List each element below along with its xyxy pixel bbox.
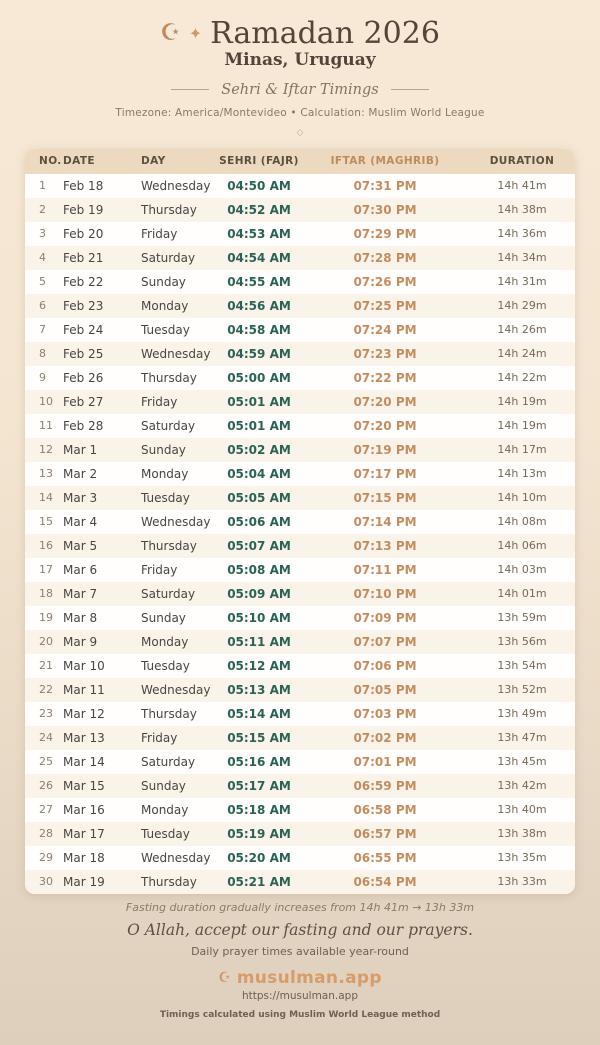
- cell-date: Mar 19: [63, 874, 105, 889]
- cell-duration: 13h 45m: [497, 755, 547, 768]
- cell-weekday: Wednesday: [141, 514, 211, 529]
- cell-sehri-time: 05:01 AM: [227, 418, 291, 433]
- table-row: [25, 654, 575, 678]
- column-header-duration: DURATION: [469, 149, 575, 174]
- table-row: [25, 198, 575, 222]
- cell-weekday: Tuesday: [141, 322, 190, 337]
- cell-day-number: 18: [39, 587, 53, 600]
- availability-note: Daily prayer times available year-round: [191, 944, 409, 958]
- table-row: [25, 222, 575, 246]
- table-row: [25, 270, 575, 294]
- cell-day-number: 30: [39, 875, 53, 888]
- cell-sehri-time: 04:50 AM: [227, 178, 291, 193]
- cell-date: Feb 23: [63, 298, 104, 313]
- table-row: [25, 750, 575, 774]
- cell-day-number: 19: [39, 611, 53, 624]
- table-row: [25, 342, 575, 366]
- cell-iftar-time: 07:01 PM: [353, 754, 417, 769]
- cell-duration: 14h 29m: [497, 299, 547, 312]
- cell-iftar-time: 07:17 PM: [353, 466, 417, 481]
- cell-date: Feb 19: [63, 202, 104, 217]
- cell-sehri-time: 05:13 AM: [227, 682, 291, 697]
- cell-weekday: Wednesday: [141, 682, 211, 697]
- cell-duration: 13h 49m: [497, 707, 547, 720]
- cell-iftar-time: 07:20 PM: [353, 394, 417, 409]
- cell-day-number: 26: [39, 779, 53, 792]
- cell-day-number: 4: [39, 251, 46, 264]
- cell-duration: 13h 54m: [497, 659, 547, 672]
- cell-sehri-time: 05:08 AM: [227, 562, 291, 577]
- cell-sehri-time: 05:14 AM: [227, 706, 291, 721]
- cell-weekday: Monday: [141, 802, 189, 817]
- cell-day-number: 16: [39, 539, 53, 552]
- cell-iftar-time: 07:30 PM: [353, 202, 417, 217]
- cell-duration: 14h 24m: [497, 347, 547, 360]
- cell-weekday: Sunday: [141, 274, 186, 289]
- dua-text: O Allah, accept our fasting and our prayers.: [127, 920, 473, 939]
- cell-duration: 13h 47m: [497, 731, 547, 744]
- cell-weekday: Tuesday: [141, 490, 190, 505]
- page-title: Ramadan 2026: [210, 16, 440, 51]
- cell-day-number: 24: [39, 731, 53, 744]
- table-row: [25, 246, 575, 270]
- cell-weekday: Thursday: [141, 202, 197, 217]
- cell-iftar-time: 06:58 PM: [353, 802, 417, 817]
- cell-date: Feb 24: [63, 322, 104, 337]
- title-row: [0, 18, 600, 50]
- cell-iftar-time: 07:02 PM: [353, 730, 417, 745]
- cell-sehri-time: 05:16 AM: [227, 754, 291, 769]
- table-row: [25, 702, 575, 726]
- cell-iftar-time: 07:26 PM: [353, 274, 417, 289]
- cell-day-number: 14: [39, 491, 53, 504]
- cell-day-number: 20: [39, 635, 53, 648]
- table-row: [25, 558, 575, 582]
- cell-day-number: 1: [39, 179, 46, 192]
- cell-iftar-time: 07:25 PM: [353, 298, 417, 313]
- cell-weekday: Sunday: [141, 778, 186, 793]
- cell-iftar-time: 07:03 PM: [353, 706, 417, 721]
- timings-subtitle: Sehri & Iftar Timings: [221, 81, 379, 98]
- cell-date: Mar 15: [63, 778, 105, 793]
- cell-sehri-time: 04:54 AM: [227, 250, 291, 265]
- cell-iftar-time: 07:11 PM: [353, 562, 417, 577]
- cell-duration: 14h 22m: [497, 371, 547, 384]
- cell-sehri-time: 05:06 AM: [227, 514, 291, 529]
- cell-sehri-time: 05:01 AM: [227, 394, 291, 409]
- table-row: [25, 390, 575, 414]
- table-row: [25, 174, 575, 198]
- cell-weekday: Thursday: [141, 538, 197, 553]
- cell-day-number: 23: [39, 707, 53, 720]
- cell-sehri-time: 05:04 AM: [227, 466, 291, 481]
- cell-date: Mar 14: [63, 754, 105, 769]
- column-header-iftar: IFTAR (MAGHRIB): [301, 149, 469, 174]
- cell-sehri-time: 05:00 AM: [227, 370, 291, 385]
- cell-sehri-time: 04:58 AM: [227, 322, 291, 337]
- cell-date: Mar 13: [63, 730, 105, 745]
- table-row: [25, 846, 575, 870]
- cell-iftar-time: 07:19 PM: [353, 442, 417, 457]
- table-row: [25, 606, 575, 630]
- column-header-sehri: SEHRI (FAJR): [217, 149, 301, 174]
- cell-weekday: Friday: [141, 730, 178, 745]
- page-footer: [0, 901, 600, 1020]
- cell-sehri-time: 05:15 AM: [227, 730, 291, 745]
- cell-sehri-time: 05:02 AM: [227, 442, 291, 457]
- cell-weekday: Saturday: [141, 586, 196, 601]
- cell-date: Mar 2: [63, 466, 98, 481]
- cell-weekday: Monday: [141, 298, 189, 313]
- cell-weekday: Tuesday: [141, 658, 190, 673]
- timetable: [25, 149, 575, 894]
- table-row: [25, 366, 575, 390]
- timetable-card: [25, 149, 575, 894]
- cell-day-number: 12: [39, 443, 53, 456]
- cell-weekday: Saturday: [141, 250, 196, 265]
- cell-weekday: Sunday: [141, 442, 186, 457]
- cell-iftar-time: 07:29 PM: [353, 226, 417, 241]
- cell-weekday: Monday: [141, 466, 189, 481]
- cell-date: Mar 18: [63, 850, 105, 865]
- cell-day-number: 3: [39, 227, 46, 240]
- cell-duration: 13h 52m: [497, 683, 547, 696]
- cell-duration: 14h 08m: [497, 515, 547, 528]
- cell-duration: 14h 38m: [497, 203, 547, 216]
- cell-duration: 13h 59m: [497, 611, 547, 624]
- table-row: [25, 534, 575, 558]
- cell-day-number: 2: [39, 203, 46, 216]
- table-row: [25, 294, 575, 318]
- cell-duration: 14h 41m: [497, 179, 547, 192]
- diamond-ornament-icon: ◇: [296, 127, 304, 138]
- timezone-calculation-info: Timezone: America/Montevideo • Calculation: Muslim World League: [115, 106, 485, 119]
- cell-sehri-time: 05:10 AM: [227, 610, 291, 625]
- table-row: [25, 726, 575, 750]
- cell-iftar-time: 07:14 PM: [353, 514, 417, 529]
- cell-sehri-time: 05:12 AM: [227, 658, 291, 673]
- cell-day-number: 29: [39, 851, 53, 864]
- cell-iftar-time: 07:24 PM: [353, 322, 417, 337]
- cell-sehri-time: 05:09 AM: [227, 586, 291, 601]
- cell-sehri-time: 05:18 AM: [227, 802, 291, 817]
- cell-iftar-time: 07:28 PM: [353, 250, 417, 265]
- cell-duration: 14h 19m: [497, 395, 547, 408]
- cell-sehri-time: 04:53 AM: [227, 226, 291, 241]
- cell-date: Mar 5: [63, 538, 98, 553]
- cell-day-number: 5: [39, 275, 46, 288]
- brand-name-link[interactable]: musulman.app: [236, 967, 382, 988]
- cell-duration: 14h 19m: [497, 419, 547, 432]
- cell-duration: 14h 06m: [497, 539, 547, 552]
- column-header-no: NO.: [25, 149, 63, 174]
- cell-duration: 14h 13m: [497, 467, 547, 480]
- cell-day-number: 15: [39, 515, 53, 528]
- cell-iftar-time: 06:57 PM: [353, 826, 417, 841]
- table-row: [25, 510, 575, 534]
- table-row: [25, 630, 575, 654]
- cell-weekday: Monday: [141, 634, 189, 649]
- cell-date: Mar 7: [63, 586, 98, 601]
- cell-iftar-time: 07:10 PM: [353, 586, 417, 601]
- cell-sehri-time: 05:07 AM: [227, 538, 291, 553]
- cell-weekday: Thursday: [141, 370, 197, 385]
- cell-weekday: Friday: [141, 562, 178, 577]
- cell-duration: 13h 38m: [497, 827, 547, 840]
- cell-iftar-time: 06:59 PM: [353, 778, 417, 793]
- cell-duration: 14h 10m: [497, 491, 547, 504]
- location-subtitle: Minas, Uruguay: [224, 49, 376, 70]
- cell-date: Mar 17: [63, 826, 105, 841]
- cell-sehri-time: 05:19 AM: [227, 826, 291, 841]
- cell-duration: 14h 31m: [497, 275, 547, 288]
- cell-date: Mar 3: [63, 490, 98, 505]
- table-row: [25, 822, 575, 846]
- table-row: [25, 870, 575, 894]
- cell-iftar-time: 07:20 PM: [353, 418, 417, 433]
- cell-sehri-time: 05:11 AM: [227, 634, 291, 649]
- cell-iftar-time: 07:31 PM: [353, 178, 417, 193]
- brand-crescent-icon: ☪: [218, 969, 231, 986]
- cell-iftar-time: 07:06 PM: [353, 658, 417, 673]
- cell-day-number: 8: [39, 347, 46, 360]
- cell-day-number: 28: [39, 827, 53, 840]
- cell-day-number: 6: [39, 299, 46, 312]
- cell-iftar-time: 07:22 PM: [353, 370, 417, 385]
- cell-day-number: 10: [39, 395, 53, 408]
- cell-duration: 14h 34m: [497, 251, 547, 264]
- cell-weekday: Wednesday: [141, 346, 211, 361]
- cell-date: Feb 26: [63, 370, 104, 385]
- cell-day-number: 21: [39, 659, 53, 672]
- timetable-header: [25, 149, 575, 174]
- divider-line-right: [391, 89, 429, 90]
- cell-sehri-time: 05:17 AM: [227, 778, 291, 793]
- cell-duration: 13h 42m: [497, 779, 547, 792]
- cell-sehri-time: 05:05 AM: [227, 490, 291, 505]
- cell-date: Mar 1: [63, 442, 98, 457]
- calculation-method-note: Timings calculated using Muslim World League method: [159, 1009, 441, 1020]
- cell-duration: 14h 01m: [497, 587, 547, 600]
- cell-iftar-time: 07:07 PM: [353, 634, 417, 649]
- page-header: [0, 0, 600, 138]
- table-row: [25, 414, 575, 438]
- cell-weekday: Tuesday: [141, 826, 190, 841]
- cell-day-number: 9: [39, 371, 46, 384]
- cell-weekday: Thursday: [141, 874, 197, 889]
- cell-date: Feb 28: [63, 418, 104, 433]
- cell-weekday: Saturday: [141, 754, 196, 769]
- table-row: [25, 798, 575, 822]
- cell-duration: 14h 17m: [497, 443, 547, 456]
- table-row: [25, 318, 575, 342]
- cell-date: Feb 22: [63, 274, 104, 289]
- cell-weekday: Friday: [141, 394, 178, 409]
- table-row: [25, 582, 575, 606]
- cell-duration: 14h 36m: [497, 227, 547, 240]
- cell-date: Feb 18: [63, 178, 104, 193]
- column-header-day: DAY: [141, 149, 217, 174]
- cell-weekday: Friday: [141, 226, 178, 241]
- cell-date: Mar 12: [63, 706, 105, 721]
- cell-date: Feb 25: [63, 346, 104, 361]
- cell-weekday: Wednesday: [141, 178, 211, 193]
- cell-iftar-time: 06:55 PM: [353, 850, 417, 865]
- cell-date: Mar 11: [63, 682, 105, 697]
- table-row: [25, 774, 575, 798]
- cell-sehri-time: 04:55 AM: [227, 274, 291, 289]
- cell-date: Mar 8: [63, 610, 98, 625]
- cell-iftar-time: 07:09 PM: [353, 610, 417, 625]
- cell-sehri-time: 04:52 AM: [227, 202, 291, 217]
- cell-iftar-time: 07:23 PM: [353, 346, 417, 361]
- cell-day-number: 11: [39, 419, 53, 432]
- cell-sehri-time: 04:56 AM: [227, 298, 291, 313]
- cell-date: Mar 6: [63, 562, 98, 577]
- cell-iftar-time: 07:13 PM: [353, 538, 417, 553]
- cell-date: Mar 16: [63, 802, 105, 817]
- divider-line-left: [171, 89, 209, 90]
- brand-row[interactable]: [0, 968, 600, 988]
- table-row: [25, 462, 575, 486]
- cell-sehri-time: 04:59 AM: [227, 346, 291, 361]
- cell-date: Mar 4: [63, 514, 98, 529]
- cell-day-number: 27: [39, 803, 53, 816]
- cell-duration: 14h 03m: [497, 563, 547, 576]
- subtitle-divider: [0, 82, 600, 98]
- cell-duration: 13h 40m: [497, 803, 547, 816]
- table-row: [25, 438, 575, 462]
- cell-weekday: Wednesday: [141, 850, 211, 865]
- cell-day-number: 13: [39, 467, 53, 480]
- fasting-duration-note: Fasting duration gradually increases from 14h 41m → 13h 33m: [125, 900, 475, 914]
- table-row: [25, 486, 575, 510]
- cell-date: Mar 9: [63, 634, 98, 649]
- sparkle-star-icon: ✦: [188, 23, 203, 43]
- cell-sehri-time: 05:21 AM: [227, 874, 291, 889]
- cell-day-number: 25: [39, 755, 53, 768]
- cell-date: Feb 21: [63, 250, 104, 265]
- cell-duration: 13h 35m: [497, 851, 547, 864]
- column-header-date: DATE: [63, 149, 141, 174]
- cell-duration: 14h 26m: [497, 323, 547, 336]
- cell-iftar-time: 07:05 PM: [353, 682, 417, 697]
- crescent-moon-icon: ☪: [160, 20, 181, 47]
- cell-weekday: Saturday: [141, 418, 196, 433]
- table-row: [25, 678, 575, 702]
- cell-day-number: 22: [39, 683, 53, 696]
- cell-duration: 13h 56m: [497, 635, 547, 648]
- cell-day-number: 7: [39, 323, 46, 336]
- cell-date: Feb 27: [63, 394, 104, 409]
- cell-weekday: Sunday: [141, 610, 186, 625]
- cell-day-number: 17: [39, 563, 53, 576]
- brand-url-link[interactable]: https://musulman.app: [242, 989, 358, 1002]
- cell-duration: 13h 33m: [497, 875, 547, 888]
- cell-date: Mar 10: [63, 658, 105, 673]
- cell-date: Feb 20: [63, 226, 104, 241]
- cell-weekday: Thursday: [141, 706, 197, 721]
- timetable-body: [25, 174, 575, 894]
- cell-iftar-time: 06:54 PM: [353, 874, 417, 889]
- cell-sehri-time: 05:20 AM: [227, 850, 291, 865]
- cell-iftar-time: 07:15 PM: [353, 490, 417, 505]
